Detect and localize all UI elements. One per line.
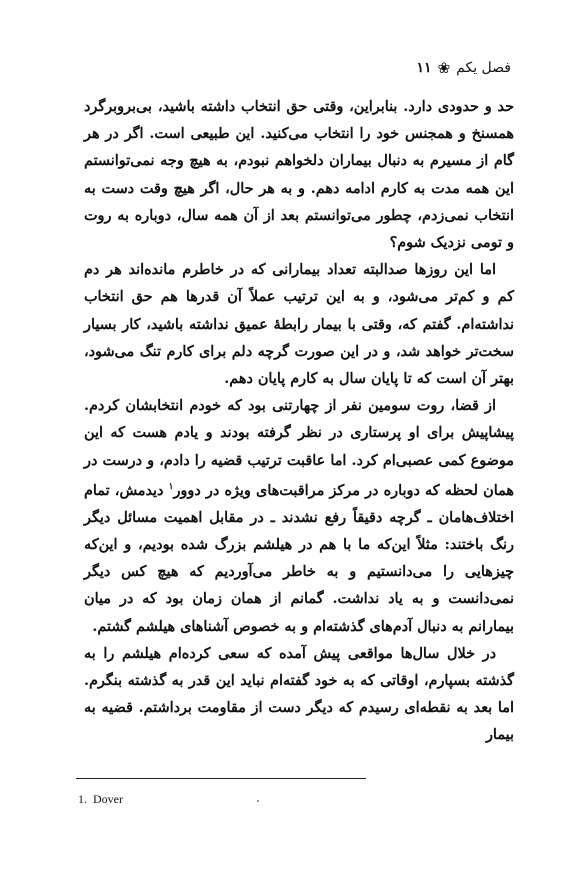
paragraph-3-part-2: دیدمش، تمام اختلاف‌هامان ـ گرچه دقیقاً رفع نشدند ـ در مقابل اهمیت مسائل دیگر رنگ باختند: مثلاً این‌که ما با هم در هیلشم بزرگ شده بودیم، و این‌که چیزهایی را می‌دانستیم و به خاطر می‌آوردیم که هیچ کس دیگر نمی‌دانست و به یاد نداشت. گمانم از همان زمان بود که در میان بیمارانم به دنبال آدم‌های گذشته‌ام و به خصوص آشناهای هیلشم گشتم. <box>84 481 514 635</box>
running-header <box>417 60 511 76</box>
footnote-number: 1. <box>78 792 87 806</box>
footnote-text: Dover <box>93 792 123 806</box>
chapter-title: فصل یکم <box>456 60 511 76</box>
paragraph-1: حد و حدودی دارد. بنابراین، وقتی حق انتخاب داشته باشید، بی‌بروبرگرد همسنخ و همجنس خود را انتخاب می‌کنید. این طبیعی است. اگر در هر گام از مسیرم به دنبال بیماران دلخواهم نبودم، به هیچ وجه نمی‌توانستم این همه مدت به کارم ادامه دهم. و به هر حال، اگر هیچ وقت دست به انتخاب نمی‌زدم، چطور می‌توانستم بعد از آن همه سال، دوباره به روت و تومی نزدیک شوم؟ <box>84 98 514 252</box>
paragraph-4: در خلال سال‌ها مواقعی پیش آمده که سعی کرده‌ام هیلشم را به گذشته بسپارم، اوقاتی که به خود گفته‌ام نباید این قدر به گذشته بنگرم. اما بعد به نقطه‌ای رسیدم که دیگر دست از مقاومت برداشتم. قضیه به بیمار <box>84 644 514 744</box>
paragraph-3-part-1: از قضا، روت سومین نفر از چهارتنی بود که خودم انتخابشان کردم. پیشاپیش برای او پرستاری در نظر گرفته بودند و یادم هست که این موضوع کمی عصبی‌ام کرد. اما عاقبت ترتیب قضیه را دادم، و درست در همان لحظه که دوباره در مرکز مراقبت‌های ویژه در دوور <box>84 397 514 499</box>
flower-ornament-icon: ❀ <box>437 58 451 77</box>
page-number: ۱۱ <box>416 60 432 76</box>
body-text <box>84 93 514 749</box>
paragraph-2: اما این روزها صدالبته تعداد بیمارانی که در خاطرم مانده‌اند هر دم کم و کم‌تر می‌شود، و به این ترتیب عملاً آن قدرها هم حق انتخاب نداشته‌ام. گفتم که، وقتی با بیمار رابطهٔ عمیق نداشته باشید، کار بسیار سخت‌تر خواهد شد، و در این صورت گرچه دلم برای کارم تنگ می‌شود، بهتر آن است که تا پایان سال به کارم پایان دهم. <box>84 261 514 388</box>
footnote-divider <box>76 778 366 779</box>
footnote-marker[interactable]: ۱ <box>168 481 174 492</box>
footnote <box>78 792 123 807</box>
speck <box>257 800 259 802</box>
paragraph-3 <box>84 392 514 640</box>
